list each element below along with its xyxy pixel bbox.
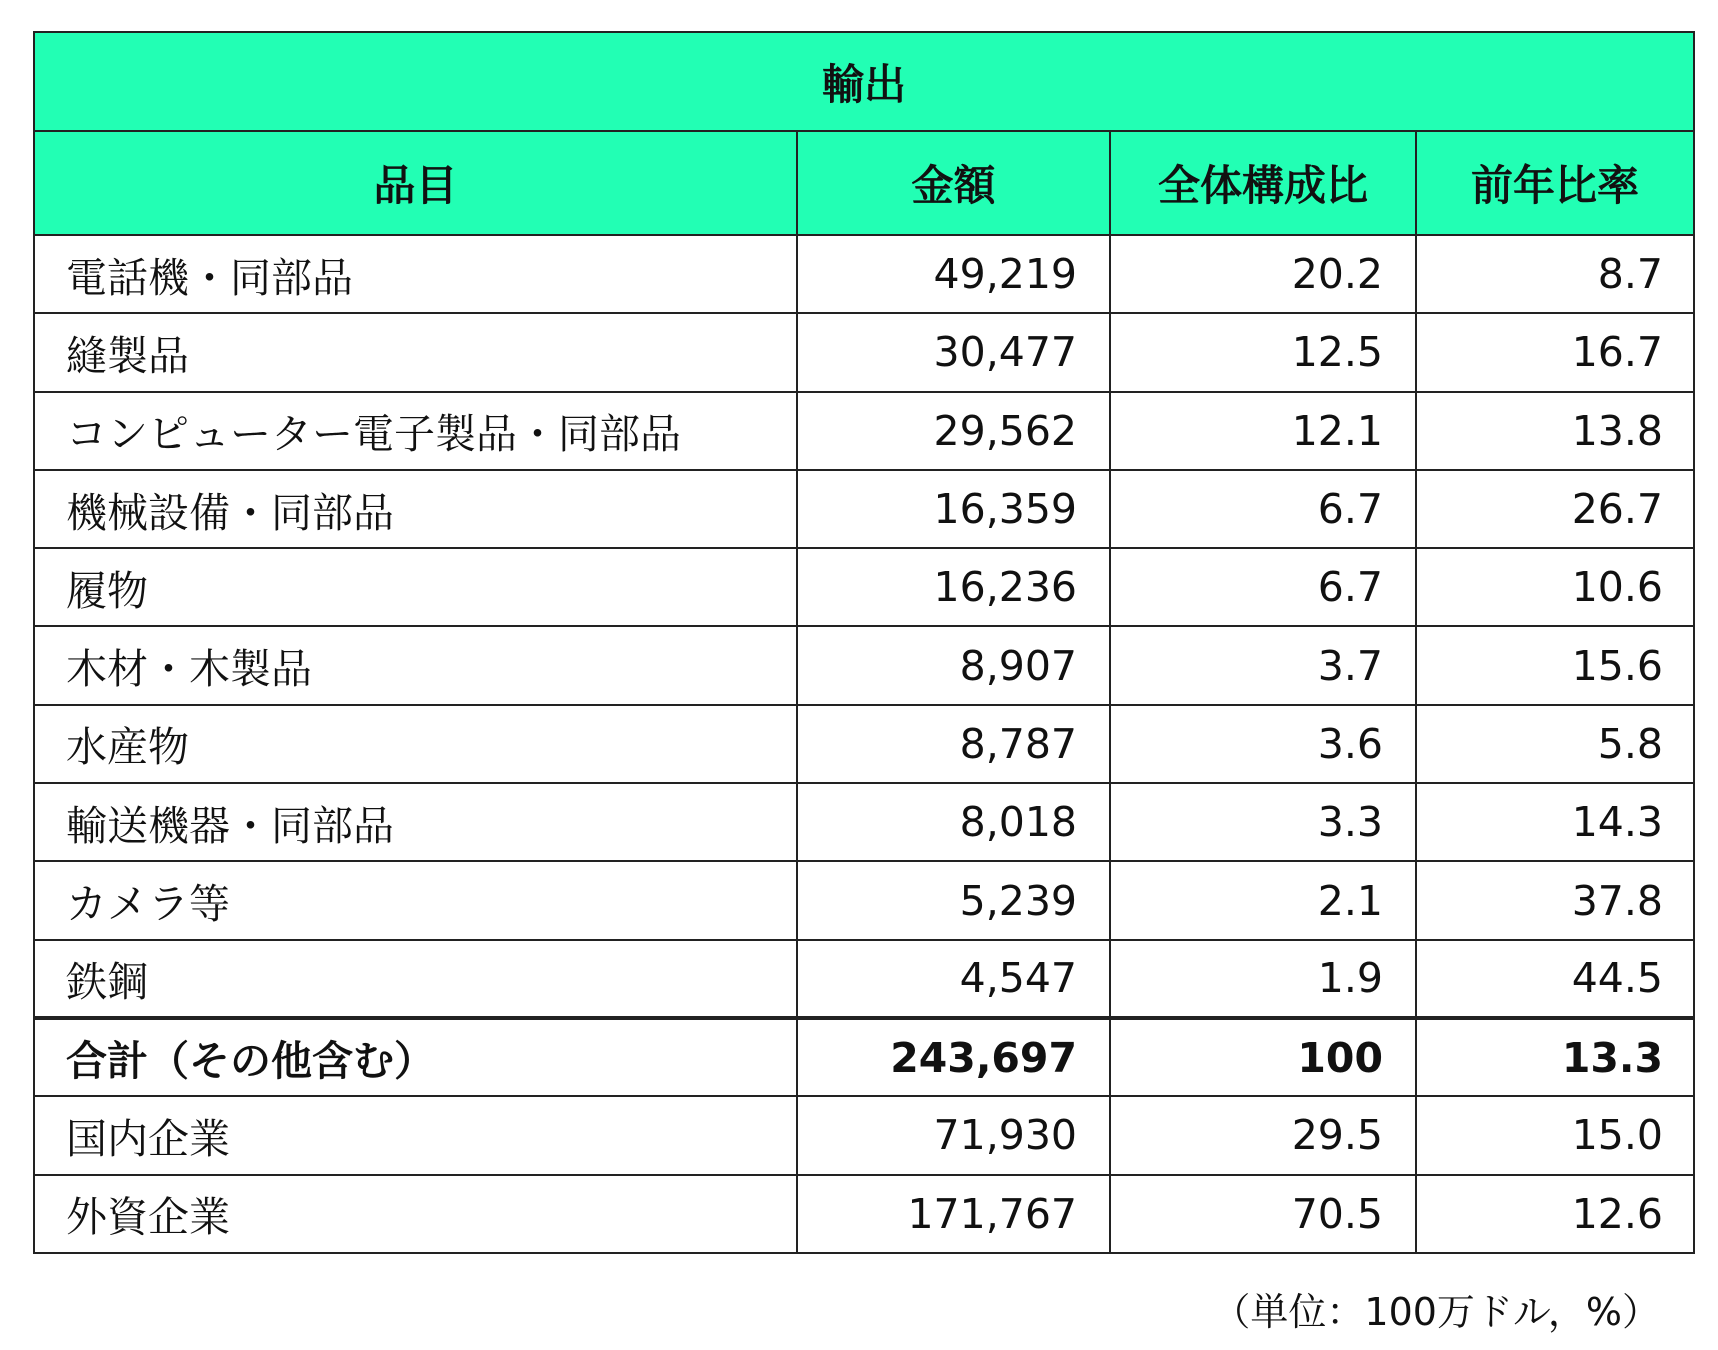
cell-yoy: 13.8 [1416,392,1694,470]
cell-amount: 171,767 [797,1175,1110,1253]
table-row [34,470,1694,548]
cell-share: 70.5 [1110,1175,1416,1253]
column-header-yoy: 前年比率 [1416,131,1694,235]
column-header-row [34,131,1694,235]
total-row [34,1018,1694,1096]
cell-yoy: 15.0 [1416,1096,1694,1174]
cell-item: コンピューター電子製品・同部品 [34,392,797,470]
cell-share: 20.2 [1110,235,1416,313]
table-row [34,235,1694,313]
breakdown-row-domestic [34,1096,1694,1174]
cell-amount: 8,907 [797,626,1110,704]
cell-item: 木材・木製品 [34,626,797,704]
cell-amount: 5,239 [797,861,1110,939]
total-label: 合計（その他含む） [34,1018,797,1096]
table-row [34,548,1694,626]
cell-yoy: 10.6 [1416,548,1694,626]
cell-share: 3.6 [1110,705,1416,783]
cell-yoy: 44.5 [1416,940,1694,1018]
unit-note: （単位：100万ドル，%） [1212,1290,1660,1334]
cell-yoy: 12.6 [1416,1175,1694,1253]
cell-amount: 4,547 [797,940,1110,1018]
table-row [34,940,1694,1018]
cell-yoy: 14.3 [1416,783,1694,861]
cell-amount: 49,219 [797,235,1110,313]
cell-amount: 8,787 [797,705,1110,783]
cell-share: 3.7 [1110,626,1416,704]
total-yoy: 13.3 [1416,1018,1694,1096]
cell-share: 1.9 [1110,940,1416,1018]
table-title-row [34,32,1694,131]
cell-yoy: 37.8 [1416,861,1694,939]
cell-item: 水産物 [34,705,797,783]
breakdown-row-foreign [34,1175,1694,1253]
table-row [34,313,1694,391]
cell-item: 縫製品 [34,313,797,391]
table-title: 輸出 [34,32,1694,131]
total-amount: 243,697 [797,1018,1110,1096]
export-table-container [33,31,1693,1254]
cell-item: 外資企業 [34,1175,797,1253]
cell-share: 3.3 [1110,783,1416,861]
cell-amount: 8,018 [797,783,1110,861]
cell-amount: 16,236 [797,548,1110,626]
cell-share: 29.5 [1110,1096,1416,1174]
cell-amount: 29,562 [797,392,1110,470]
table-row [34,626,1694,704]
cell-item: 履物 [34,548,797,626]
column-header-share: 全体構成比 [1110,131,1416,235]
cell-item: 国内企業 [34,1096,797,1174]
cell-share: 6.7 [1110,470,1416,548]
cell-share: 12.1 [1110,392,1416,470]
cell-amount: 16,359 [797,470,1110,548]
cell-yoy: 26.7 [1416,470,1694,548]
cell-share: 12.5 [1110,313,1416,391]
cell-share: 2.1 [1110,861,1416,939]
table-row [34,783,1694,861]
cell-item: 輸送機器・同部品 [34,783,797,861]
column-header-item: 品目 [34,131,797,235]
cell-share: 6.7 [1110,548,1416,626]
cell-amount: 30,477 [797,313,1110,391]
table-row [34,392,1694,470]
cell-item: 電話機・同部品 [34,235,797,313]
cell-amount: 71,930 [797,1096,1110,1174]
cell-yoy: 16.7 [1416,313,1694,391]
table-row [34,861,1694,939]
total-share: 100 [1110,1018,1416,1096]
cell-yoy: 8.7 [1416,235,1694,313]
cell-yoy: 5.8 [1416,705,1694,783]
column-header-amount: 金額 [797,131,1110,235]
cell-item: 機械設備・同部品 [34,470,797,548]
export-table [33,31,1695,1254]
cell-yoy: 15.6 [1416,626,1694,704]
cell-item: カメラ等 [34,861,797,939]
table-row [34,705,1694,783]
cell-item: 鉄鋼 [34,940,797,1018]
